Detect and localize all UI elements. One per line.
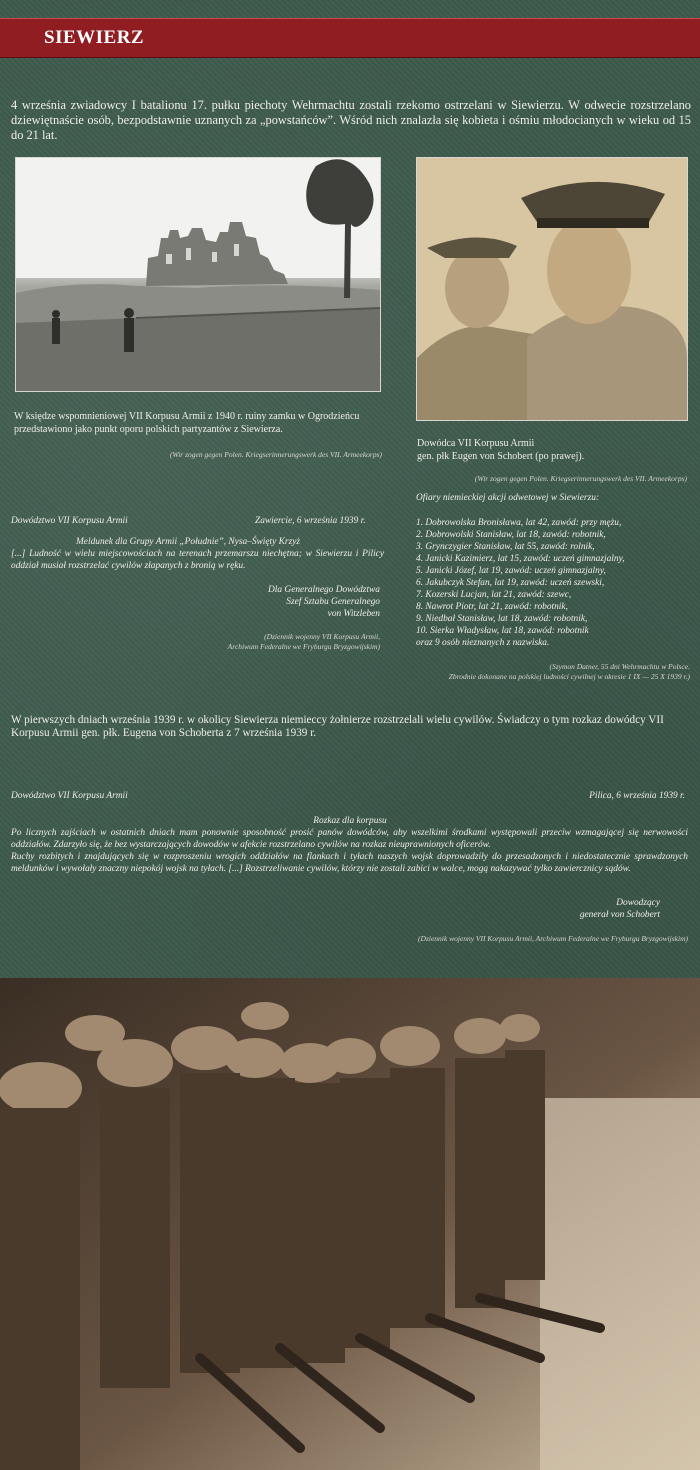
castle-caption: W księdze wspomnieniowej VII Korpusu Armii z 1940 r. ruiny zamku w Ogrodzieńcu przedstawiono jako punkt oporu polskich partyzantów z Siewierza. bbox=[14, 411, 360, 435]
castle-ruins-illustration bbox=[16, 158, 380, 391]
victim-item: 1. Dobrowolska Bronisława, lat 42, zawód: przy mężu, bbox=[416, 518, 622, 528]
order1-source2: Archiwum Federalne we Fryburgu Bryzgowijskim) bbox=[227, 642, 380, 651]
victims-title: Ofiary niemieckiej akcji odwetowej w Siewierzu: bbox=[416, 493, 600, 503]
middle-paragraph: W pierwszych dniach września 1939 r. w okolicy Siewierza niemieccy żołnierze rozstrzelali wielu cywilów. Świadczy o tym rozkaz dowódcy VII Korpusu Armii gen. płk. Eugena von Schoberta z 7 września 1939 r. bbox=[11, 714, 664, 739]
victims-list bbox=[416, 517, 696, 649]
officers-photo bbox=[416, 157, 688, 421]
order2-sign2: generał von Schobert bbox=[579, 910, 660, 920]
victim-item: 7. Kozerski Lucjan, lat 21, zawód: szewc, bbox=[416, 590, 572, 600]
victim-item: 5. Janicki Józef, lat 19, zawód: uczeń gimnazjalny, bbox=[416, 566, 606, 576]
order1-from: Dowództwo VII Korpusu Armii bbox=[11, 516, 128, 526]
officers-illustration bbox=[417, 158, 687, 420]
officers-caption-line1: Dowódca VII Korpusu Armii bbox=[417, 438, 535, 449]
victim-item: 10. Sierka Władysław, lat 18, zawód: robotnik bbox=[416, 626, 589, 636]
order1-place-date: Zawiercie, 6 września 1939 r. bbox=[255, 516, 366, 526]
order2-from: Dowództwo VII Korpusu Armii bbox=[11, 791, 128, 801]
parade-photo bbox=[0, 978, 700, 1470]
officers-source: (Wir zogen gegen Polen. Kriegserinnerungswerk des VII. Armeekorps) bbox=[474, 474, 687, 483]
order1-sign2: Szef Sztabu Generalnego bbox=[286, 597, 380, 607]
intro-paragraph: 4 września zwiadowcy I batalionu 17. pułku piechoty Wehrmachtu zostali rzekomo ostrzelani w Siewierzu. W odwecie rozstrzelano dziewiętnaście osób, bezpodstawnie uznanych za „powstańców”. Wśród nich znalazła się kobieta i ośmiu młodocianych w wieku od 15 do 21 lat. bbox=[11, 98, 691, 142]
victim-item: 4. Janicki Kazimierz, lat 15, zawód: uczeń gimnazjalny, bbox=[416, 554, 625, 564]
castle-ruins-photo bbox=[15, 157, 381, 392]
officers-caption-line2: gen. płk Eugen von Schobert (po prawej). bbox=[417, 451, 585, 462]
marching-soldiers-illustration bbox=[0, 978, 700, 1470]
order1-sign3: von Witzleben bbox=[327, 609, 380, 619]
victim-item: 8. Nawrot Piotr, lat 21, zawód: robotnik, bbox=[416, 602, 568, 612]
victims-source2: Zbrodnie dokonane na polskiej ludności cywilnej w okresie 1 IX — 25 X 1939 r.) bbox=[448, 672, 690, 681]
order2-place-date: Pilica, 6 września 1939 r. bbox=[589, 791, 685, 801]
order1-body: [...] Ludność w wielu miejscowościach na terenach przemarszu niechętna; w Siewierzu i Pilicy oddział musiał rozstrzelać cywilów złapanych z bronią w ręku. bbox=[11, 549, 384, 571]
page-title: SIEWIERZ bbox=[44, 27, 145, 48]
order2-body2: Ruchy rozbitych i znajdujących się w rozproszeniu wrogich oddziałów na flankach i tyłach naszych wojsk doprowadziły do przesadzonych i niedostatecznie sprawdzonych meldunków i wywołały znaczny niepokój wojsk na tyłach. [...] Rozstrzeliwanie cywilów, którzy nie zostali zabici w walce, mogą nakazywać tylko zawiercznicy sądów. bbox=[11, 852, 688, 874]
order1-source1: (Dziennik wojenny VII Korpusu Armii, bbox=[264, 632, 380, 641]
order2-body1: Po licznych zajściach w ostatnich dniach mam ponownie sposobność prosić panów dowódców, aby wszelkimi środkami występowali przeciw wzmagającej się nerwowości oddziałów. Zdarzyło się, że bez wystarczających dowodów w afekcie rozstrzelano cywilów na rozkaz nieuprawnionych oficerów. bbox=[11, 828, 688, 850]
order1-sign1: Dla Generalnego Dowództwa bbox=[268, 585, 380, 595]
victims-source1: (Szymon Datner, 55 dni Wehrmachtu w Polsce. bbox=[549, 662, 690, 671]
victim-item: 6. Jakubczyk Stefan, lat 19, zawód: uczeń szewski, bbox=[416, 578, 605, 588]
order2-sign1: Dowodzący bbox=[616, 898, 660, 908]
victim-item: oraz 9 osób nieznanych z nazwiska. bbox=[416, 638, 550, 648]
order2-title: Rozkaz dla korpusu bbox=[313, 816, 387, 826]
order2-source: (Dziennik wojenny VII Korpusu Armii, Archiwum Federalne we Fryburgu Bryzgowijskim) bbox=[418, 934, 688, 943]
order1-recipient: Meldunek dla Grupy Armii „Południe”, Nysa–Święty Krzyż bbox=[76, 537, 301, 547]
victim-item: 9. Niedbał Stanisław, lat 18, zawód: robotnik, bbox=[416, 614, 588, 624]
victim-item: 3. Grynczygier Stanisław, lat 55, zawód: rolnik, bbox=[416, 542, 595, 552]
castle-source: (Wir zogen gegen Polen. Kriegserinnerungswerk des VII. Armeekorps) bbox=[169, 450, 382, 459]
victim-item: 2. Dobrowolski Stanisław, lat 18, zawód: robotnik, bbox=[416, 530, 606, 540]
